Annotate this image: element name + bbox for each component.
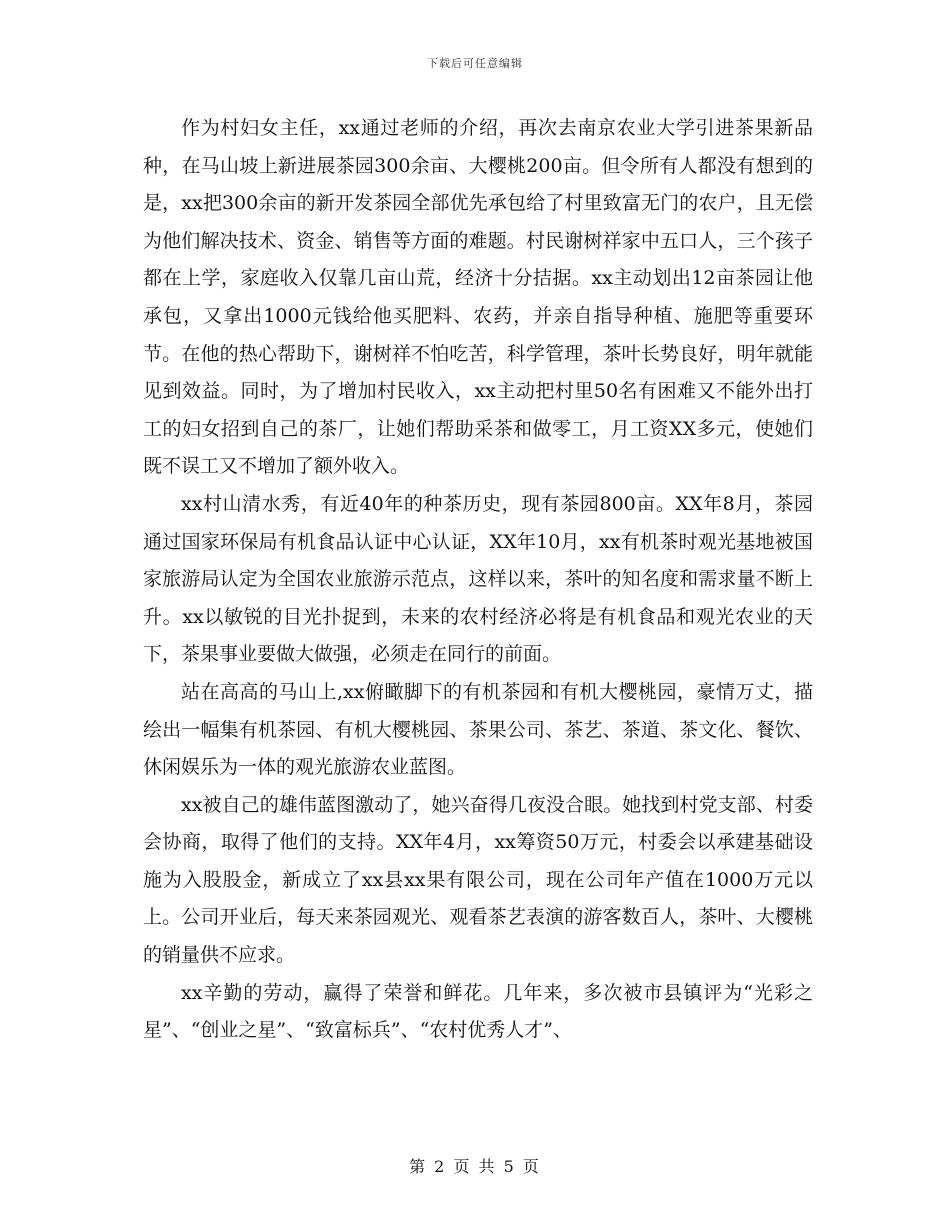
document-body [143, 110, 813, 1050]
paragraph-4: xx被自己的雄伟蓝图激动了，她兴奋得几夜没合眼。她找到村党支部、村委会协商，取得了他们的支持。XX年4月，xx筹资50万元，村委会以承建基础设施为入股股金，新成立了xx县xx果有限公司，现在公司年产值在1000万元以上。公司开业后，每天来茶园观光、观看茶艺表演的游客数百人，茶叶、大樱桃的销量供不应求。 [143, 793, 813, 967]
paragraph-3: 站在高高的马山上,xx俯瞰脚下的有机茶园和有机大樱桃园，豪情万丈，描绘出一幅集有机茶园、有机大樱桃园、茶果公司、茶艺、茶道、茶文化、餐饮、休闲娱乐为一体的观光旅游农业蓝图。 [143, 680, 813, 779]
paragraph-2: xx村山清水秀，有近40年的种茶历史，现有茶园800亩。XX年8月，茶园通过国家环保局有机食品认证中心认证，XX年10月，xx有机茶时观光基地被国家旅游局认定为全国农业旅游示范点，这样以来，茶叶的知名度和需求量不断上升。xx以敏锐的目光扑捉到，未来的农村经济必将是有机食品和观光农业的天下，茶果事业要做大做强，必须走在同行的前面。 [143, 492, 813, 666]
paragraph-5: xx辛勤的劳动，赢得了荣誉和鲜花。几年来，多次被市县镇评为“光彩之星”、“创业之星”、“致富标兵”、“农村优秀人才”、 [143, 981, 813, 1042]
page-number-footer: 第 2 页 共 5 页 [409, 1157, 541, 1176]
paragraph-1: 作为村妇女主任，xx通过老师的介绍，再次去南京农业大学引进茶果新品种，在马山坡上新进展茶园300余亩、大樱桃200亩。但令所有人都没有想到的是，xx把300余亩的新开发茶园全部优先承包给了村里致富无门的农户，且无偿为他们解决技术、资金、销售等方面的难题。村民谢树祥家中五口人，三个孩子都在上学，家庭收入仅靠几亩山荒，经济十分拮据。xx主动划出12亩茶园让他承包，又拿出1000元钱给他买肥料、农药，并亲自指导种植、施肥等重要环节。在他的热心帮助下，谢树祥不怕吃苦，科学管理，茶叶长势良好，明年就能见到效益。同时，为了增加村民收入，xx主动把村里50名有困难又不能外出打工的妇女招到自己的茶厂，让她们帮助采茶和做零工，月工资XX多元，使她们既不误工又不增加了额外收入。 [143, 117, 813, 478]
page-header-note: 下载后可任意编辑 [427, 57, 523, 70]
